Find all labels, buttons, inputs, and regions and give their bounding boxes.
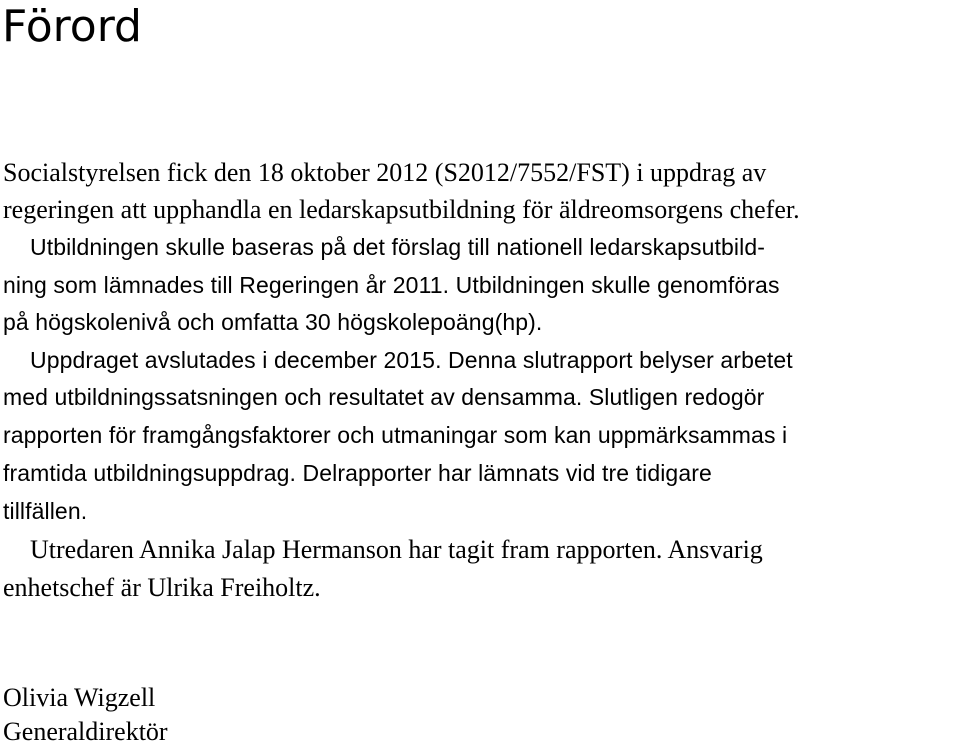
text-line: på högskolenivå och omfatta 30 högskolepoäng(hp).: [3, 309, 543, 335]
text-line: ning som lämnades till Regeringen år 2011. Utbildningen skulle genomföras: [3, 272, 780, 298]
text-line: tillfällen.: [3, 498, 88, 524]
text-line: Uppdraget avslutades i december 2015. Denna slutrapport belyser arbetet: [30, 347, 793, 373]
text-line: framtida utbildningsuppdrag. Delrapporter har lämnats vid tre tidigare: [3, 460, 712, 486]
text-line: Utredaren Annika Jalap Hermanson har tagit fram rapporten. Ansvarig: [30, 535, 763, 564]
text-line: enhetschef är Ulrika Freiholtz.: [3, 573, 321, 602]
signatory-role: Generaldirektör: [3, 717, 168, 746]
page-title: Förord: [2, 1, 142, 52]
signatory-name: Olivia Wigzell: [3, 683, 156, 712]
text-line: Utbildningen skulle baseras på det förslag till nationell ledarskapsutbild-: [30, 234, 765, 260]
text-line: rapporten för framgångsfaktorer och utmaningar som kan uppmärksammas i: [3, 422, 788, 448]
text-line: med utbildningssatsningen och resultatet av densamma. Slutligen redogör: [3, 384, 765, 410]
text-line: Socialstyrelsen fick den 18 oktober 2012 (S2012/7552/FST) i uppdrag av: [3, 158, 767, 187]
text-line: regeringen att upphandla en ledarskapsutbildning för äldreomsorgens chefer.: [3, 195, 800, 224]
